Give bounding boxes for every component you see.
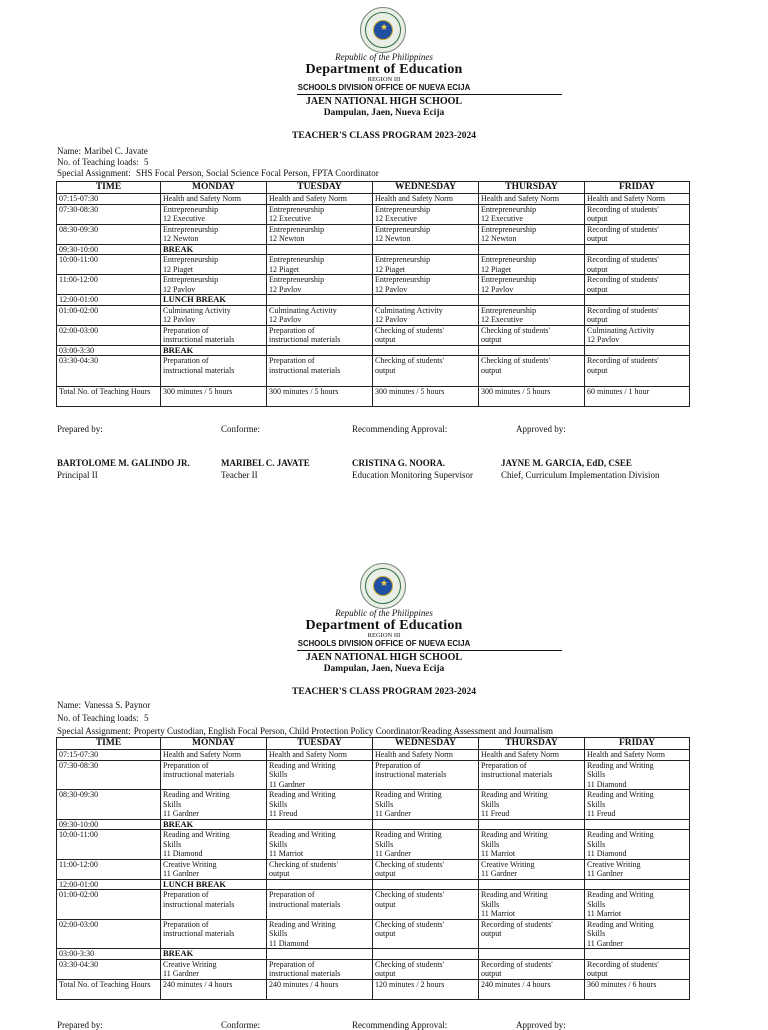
department-name: Department of Education: [305, 618, 463, 633]
empty-cell: [267, 244, 373, 255]
supervisor-name: CRISTINA G. NOORA.: [352, 458, 446, 468]
empty-cell: [267, 819, 373, 830]
empty-cell: [585, 819, 690, 830]
table-row: [57, 830, 690, 860]
empty-cell: [479, 295, 585, 306]
table-row: [57, 919, 690, 949]
class-cell: Entrepreneurship 12 Executive: [161, 204, 267, 224]
break-cell: LUNCH BREAK: [161, 879, 267, 890]
program-title: TEACHER'S CLASS PROGRAM 2023-2024: [292, 687, 476, 697]
class-cell: Recording of students' output: [479, 919, 585, 949]
class-cell: Recording of students' output: [585, 255, 690, 275]
time-cell: 10:00-11:00: [57, 830, 161, 860]
time-cell: 03:00-3:30: [57, 345, 161, 356]
class-cell: Preparation of instructional materials: [267, 325, 373, 345]
class-cell: Reading and Writing Skills 11 Marriot: [479, 830, 585, 860]
class-cell: Reading and Writing Skills 11 Freud: [267, 790, 373, 820]
empty-cell: [585, 295, 690, 306]
teacher-name: Maribel C. Javate: [84, 146, 148, 156]
class-cell: Health and Safety Norm: [267, 194, 373, 205]
class-cell: Reading and Writing Skills 11 Diamond: [585, 760, 690, 790]
class-cell: Health and Safety Norm: [479, 194, 585, 205]
division-office: SCHOOLS DIVISION OFFICE OF NUEVA ECIJA: [297, 639, 471, 648]
empty-cell: [373, 819, 479, 830]
table-row: [57, 890, 690, 920]
break-row: [57, 345, 690, 356]
special-assignment: Property Custodian, English Focal Person, Child Protection Policy Coordinator/Reading Assessment and Journalism: [133, 726, 553, 736]
table-row: [57, 305, 690, 325]
column-header-tuesday: TUESDAY: [267, 738, 373, 750]
column-header-monday: MONDAY: [161, 738, 267, 750]
table-row: [57, 959, 690, 979]
empty-cell: [585, 879, 690, 890]
class-cell: Reading and Writing Skills 11 Gardner: [161, 790, 267, 820]
time-cell: 07:30-08:30: [57, 204, 161, 224]
principal-title: Principal II: [57, 470, 98, 480]
empty-cell: [585, 949, 690, 960]
empty-cell: [267, 345, 373, 356]
empty-cell: [267, 949, 373, 960]
class-cell: Reading and Writing Skills 11 Diamond: [585, 830, 690, 860]
class-cell: Entrepreneurship 12 Piaget: [267, 255, 373, 275]
class-cell: Reading and Writing Skills 11 Freud: [585, 790, 690, 820]
region-text: REGION III: [367, 632, 401, 639]
department-name: Department of Education: [305, 62, 463, 77]
class-cell: Health and Safety Norm: [373, 750, 479, 761]
empty-cell: [585, 244, 690, 255]
table-row: [57, 356, 690, 387]
recommending-label: Recommending Approval:: [352, 1020, 448, 1030]
prepared-by-label: Prepared by:: [57, 424, 103, 434]
total-row: [57, 387, 690, 407]
special-assignment-line: Special Assignment: SHS Focal Person, Social Science Focal Person, FPTA Coordinator: [57, 168, 379, 178]
special-assignment: SHS Focal Person, Social Science Focal Person, FPTA Coordinator: [136, 168, 379, 178]
teacher-name-line: Name: Vanessa S. Paynor: [57, 700, 151, 710]
time-cell: 01:00-02:00: [57, 305, 161, 325]
column-header-friday: FRIDAY: [585, 738, 690, 750]
time-cell: 03:30-04:30: [57, 356, 161, 387]
time-cell: 02:00-03:00: [57, 325, 161, 345]
deped-seal-icon: ★: [360, 7, 406, 53]
break-row: [57, 295, 690, 306]
time-cell: 12:00-01:00: [57, 879, 161, 890]
class-cell: Entrepreneurship 12 Executive: [373, 204, 479, 224]
school-name: JAEN NATIONAL HIGH SCHOOL: [305, 652, 463, 663]
header-row: [57, 182, 690, 194]
class-cell: Health and Safety Norm: [585, 750, 690, 761]
teaching-loads: 5: [143, 713, 149, 723]
break-cell: BREAK: [161, 244, 267, 255]
class-cell: Preparation of instructional materials: [161, 356, 267, 387]
column-header-time: TIME: [57, 738, 161, 750]
table-row: [57, 194, 690, 205]
class-cell: Reading and Writing Skills 11 Gardner: [585, 919, 690, 949]
class-cell: Preparation of instructional materials: [267, 890, 373, 920]
class-cell: Culminating Activity 12 Pavlov: [267, 305, 373, 325]
break-cell: BREAK: [161, 949, 267, 960]
class-cell: Culminating Activity 12 Pavlov: [373, 305, 479, 325]
teaching-loads-line: No. of Teaching loads: 5: [57, 157, 149, 167]
class-cell: Reading and Writing Skills 11 Gardner: [373, 790, 479, 820]
class-cell: 240 minutes / 4 hours: [161, 979, 267, 999]
class-cell: Checking of students' output: [373, 356, 479, 387]
conforme-label: Conforme:: [221, 1020, 260, 1030]
class-cell: Checking of students' output: [479, 356, 585, 387]
class-cell: Checking of students' output: [267, 859, 373, 879]
school-address: Dampulan, Jaen, Nueva Ecija: [323, 664, 445, 674]
class-cell: Health and Safety Norm: [161, 750, 267, 761]
class-cell: Entrepreneurship 12 Newton: [267, 224, 373, 244]
header-rule: [297, 650, 562, 651]
class-cell: 300 minutes / 5 hours: [267, 387, 373, 407]
time-cell: Total No. of Teaching Hours: [57, 387, 161, 407]
program-title: TEACHER'S CLASS PROGRAM 2023-2024: [292, 131, 476, 141]
time-cell: Total No. of Teaching Hours: [57, 979, 161, 999]
class-cell: Recording of students' output: [585, 204, 690, 224]
time-cell: 07:15-07:30: [57, 750, 161, 761]
teacher-signatory-name: MARIBEL C. JAVATE: [221, 458, 310, 468]
empty-cell: [373, 879, 479, 890]
school-name: JAEN NATIONAL HIGH SCHOOL: [305, 96, 463, 107]
class-cell: 120 minutes / 2 hours: [373, 979, 479, 999]
table-row: [57, 325, 690, 345]
class-cell: Entrepreneurship 12 Pavlov: [161, 275, 267, 295]
class-cell: Reading and Writing Skills 11 Diamond: [267, 919, 373, 949]
empty-cell: [373, 295, 479, 306]
class-cell: Culminating Activity 12 Pavlov: [161, 305, 267, 325]
column-header-tuesday: TUESDAY: [267, 182, 373, 194]
empty-cell: [267, 295, 373, 306]
class-cell: Reading and Writing Skills 11 Freud: [479, 790, 585, 820]
time-cell: 11:00-12:00: [57, 275, 161, 295]
column-header-time: TIME: [57, 182, 161, 194]
empty-cell: [479, 879, 585, 890]
class-cell: Checking of students' output: [479, 325, 585, 345]
approved-label: Approved by:: [516, 1020, 566, 1030]
class-cell: Health and Safety Norm: [585, 194, 690, 205]
class-cell: Creative Writing 11 Gardner: [161, 859, 267, 879]
empty-cell: [479, 244, 585, 255]
class-cell: Health and Safety Norm: [161, 194, 267, 205]
table-row: [57, 275, 690, 295]
empty-cell: [267, 879, 373, 890]
class-cell: Health and Safety Norm: [373, 194, 479, 205]
class-cell: Checking of students' output: [373, 919, 479, 949]
class-cell: Entrepreneurship 12 Newton: [373, 224, 479, 244]
class-cell: Reading and Writing Skills 11 Marriot: [267, 830, 373, 860]
class-cell: Reading and Writing Skills 11 Gardner: [267, 760, 373, 790]
empty-cell: [479, 345, 585, 356]
column-header-wednesday: WEDNESDAY: [373, 182, 479, 194]
class-cell: Preparation of instructional materials: [161, 325, 267, 345]
class-cell: Entrepreneurship 12 Piaget: [161, 255, 267, 275]
class-cell: Preparation of instructional materials: [267, 356, 373, 387]
class-cell: Recording of students' output: [585, 275, 690, 295]
column-header-friday: FRIDAY: [585, 182, 690, 194]
class-cell: Entrepreneurship 12 Executive: [479, 204, 585, 224]
break-cell: BREAK: [161, 345, 267, 356]
column-header-monday: MONDAY: [161, 182, 267, 194]
class-cell: Health and Safety Norm: [267, 750, 373, 761]
class-cell: Creative Writing 11 Gardner: [585, 859, 690, 879]
principal-name: BARTOLOME M. GALINDO JR.: [57, 458, 190, 468]
class-cell: Recording of students' output: [479, 959, 585, 979]
class-cell: Recording of students' output: [585, 356, 690, 387]
time-cell: 01:00-02:00: [57, 890, 161, 920]
table-row: [57, 859, 690, 879]
table-row: [57, 224, 690, 244]
table-row: [57, 255, 690, 275]
teacher-name-line: Name: Maribel C. Javate: [57, 146, 148, 156]
class-cell: Entrepreneurship 12 Piaget: [373, 255, 479, 275]
time-cell: 11:00-12:00: [57, 859, 161, 879]
column-header-thursday: THURSDAY: [479, 738, 585, 750]
total-row: [57, 979, 690, 999]
class-cell: Entrepreneurship 12 Pavlov: [479, 275, 585, 295]
class-cell: Creative Writing 11 Gardner: [479, 859, 585, 879]
class-cell: Reading and Writing Skills 11 Marriot: [585, 890, 690, 920]
division-office: SCHOOLS DIVISION OFFICE OF NUEVA ECIJA: [297, 83, 471, 92]
time-cell: 02:00-03:00: [57, 919, 161, 949]
class-cell: Preparation of instructional materials: [161, 919, 267, 949]
class-cell: Entrepreneurship 12 Piaget: [479, 255, 585, 275]
teacher-name: Vanessa S. Paynor: [84, 700, 151, 710]
time-cell: 08:30-09:30: [57, 790, 161, 820]
class-cell: 240 minutes / 4 hours: [479, 979, 585, 999]
supervisor-title: Education Monitoring Supervisor: [352, 470, 473, 480]
class-cell: Checking of students' output: [373, 890, 479, 920]
class-cell: Checking of students' output: [373, 959, 479, 979]
class-cell: Preparation of instructional materials: [161, 760, 267, 790]
empty-cell: [479, 949, 585, 960]
schedule-table: [56, 181, 690, 407]
class-cell: Entrepreneurship 12 Pavlov: [373, 275, 479, 295]
chief-name: JAYNE M. GARCIA, EdD, CSEE: [501, 458, 632, 468]
class-cell: 300 minutes / 5 hours: [373, 387, 479, 407]
class-cell: 300 minutes / 5 hours: [161, 387, 267, 407]
class-cell: Entrepreneurship 12 Newton: [161, 224, 267, 244]
empty-cell: [373, 949, 479, 960]
schedule-table: [56, 737, 690, 1000]
class-cell: 360 minutes / 6 hours: [585, 979, 690, 999]
prepared-by-label: Prepared by:: [57, 1020, 103, 1030]
republic-text: Republic of the Philippines: [335, 608, 433, 618]
time-cell: 03:30-04:30: [57, 959, 161, 979]
teaching-loads: 5: [143, 157, 149, 167]
chief-title: Chief, Curriculum Implementation Division: [501, 470, 660, 480]
break-row: [57, 244, 690, 255]
class-cell: Entrepreneurship 12 Executive: [479, 305, 585, 325]
time-cell: 10:00-11:00: [57, 255, 161, 275]
header-rule: [297, 94, 562, 95]
time-cell: 09:30-10:00: [57, 819, 161, 830]
time-cell: 12:00-01:00: [57, 295, 161, 306]
table-row: [57, 760, 690, 790]
class-cell: 240 minutes / 4 hours: [267, 979, 373, 999]
class-cell: Entrepreneurship 12 Newton: [479, 224, 585, 244]
empty-cell: [479, 819, 585, 830]
header-row: [57, 738, 690, 750]
break-row: [57, 819, 690, 830]
class-cell: Culminating Activity 12 Pavlov: [585, 325, 690, 345]
conforme-label: Conforme:: [221, 424, 260, 434]
school-address: Dampulan, Jaen, Nueva Ecija: [323, 108, 445, 118]
class-cell: Preparation of instructional materials: [479, 760, 585, 790]
break-cell: BREAK: [161, 819, 267, 830]
time-cell: 07:15-07:30: [57, 194, 161, 205]
break-row: [57, 879, 690, 890]
class-cell: Recording of students' output: [585, 224, 690, 244]
time-cell: 09:30-10:00: [57, 244, 161, 255]
teacher-signatory-title: Teacher II: [221, 470, 258, 480]
time-cell: 07:30-08:30: [57, 760, 161, 790]
class-cell: Preparation of instructional materials: [161, 890, 267, 920]
class-cell: Preparation of instructional materials: [267, 959, 373, 979]
class-cell: Checking of students' output: [373, 325, 479, 345]
special-assignment-line: Special Assignment: Property Custodian, English Focal Person, Child Protection Policy Coordinator/Reading Assessment and Journalism: [57, 726, 553, 736]
break-row: [57, 949, 690, 960]
teaching-loads-line: No. of Teaching loads: 5: [57, 713, 149, 723]
class-cell: 60 minutes / 1 hour: [585, 387, 690, 407]
recommending-label: Recommending Approval:: [352, 424, 448, 434]
class-cell: Reading and Writing Skills 11 Diamond: [161, 830, 267, 860]
class-cell: Entrepreneurship 12 Executive: [267, 204, 373, 224]
class-cell: Creative Writing 11 Gardner: [161, 959, 267, 979]
column-header-wednesday: WEDNESDAY: [373, 738, 479, 750]
empty-cell: [585, 345, 690, 356]
class-cell: 300 minutes / 5 hours: [479, 387, 585, 407]
approved-label: Approved by:: [516, 424, 566, 434]
class-cell: Checking of students' output: [373, 859, 479, 879]
class-cell: Health and Safety Norm: [479, 750, 585, 761]
break-cell: LUNCH BREAK: [161, 295, 267, 306]
table-row: [57, 790, 690, 820]
empty-cell: [373, 244, 479, 255]
class-cell: Reading and Writing Skills 11 Gardner: [373, 830, 479, 860]
region-text: REGION III: [367, 76, 401, 83]
time-cell: 08:30-09:30: [57, 224, 161, 244]
empty-cell: [373, 345, 479, 356]
class-cell: Preparation of instructional materials: [373, 760, 479, 790]
class-cell: Reading and Writing Skills 11 Marriot: [479, 890, 585, 920]
time-cell: 03:00-3:30: [57, 949, 161, 960]
republic-text: Republic of the Philippines: [335, 52, 433, 62]
class-cell: Entrepreneurship 12 Pavlov: [267, 275, 373, 295]
table-row: [57, 204, 690, 224]
deped-seal-icon: ★: [360, 563, 406, 609]
column-header-thursday: THURSDAY: [479, 182, 585, 194]
table-row: [57, 750, 690, 761]
class-cell: Recording of students' output: [585, 305, 690, 325]
class-cell: Recording of students' output: [585, 959, 690, 979]
